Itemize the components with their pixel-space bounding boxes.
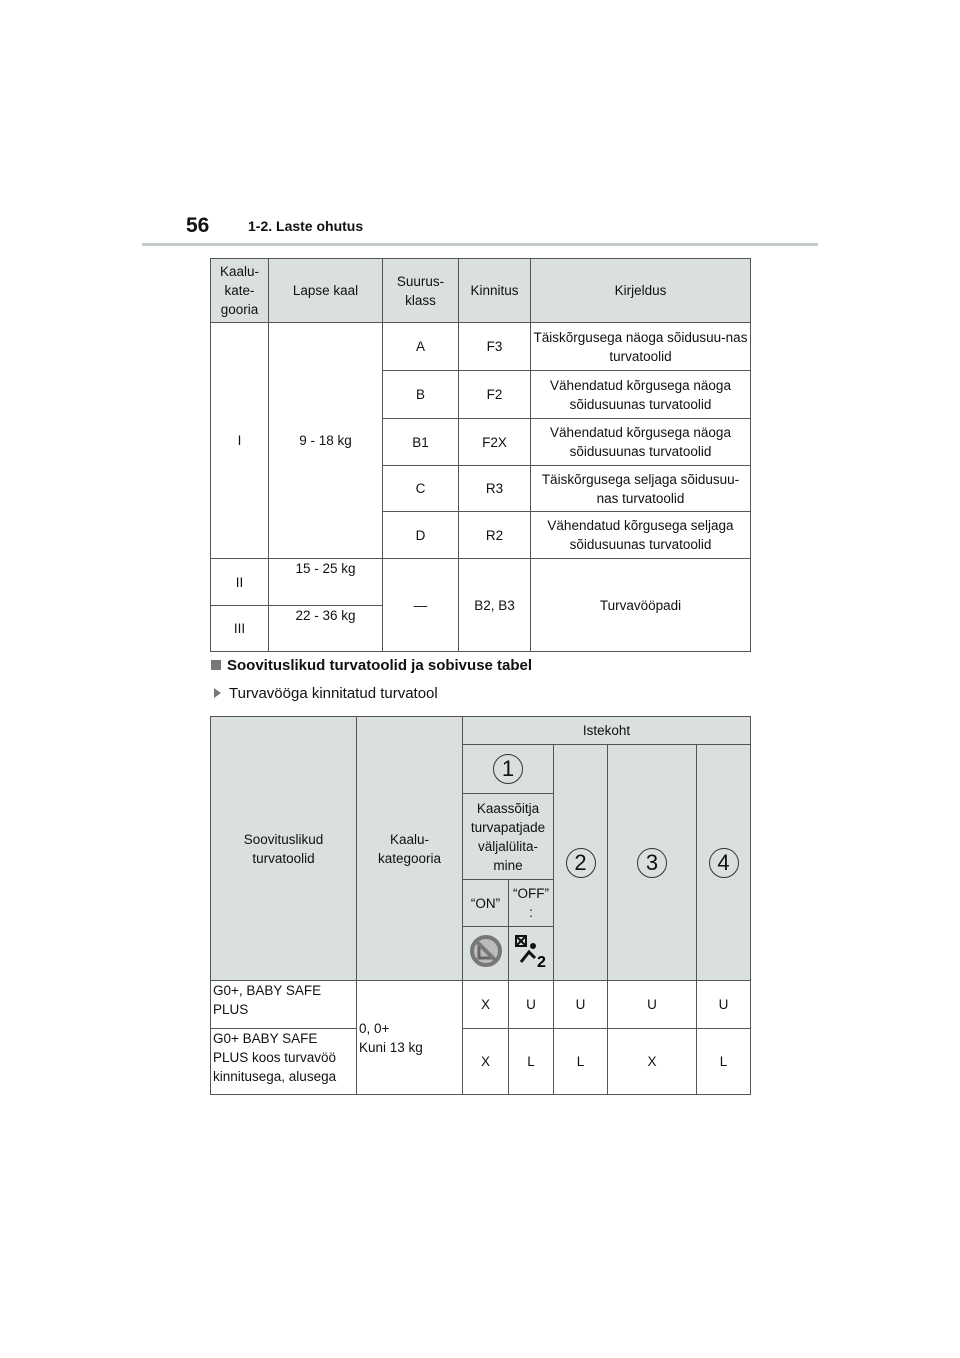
no-rear-facing-seat-icon xyxy=(463,927,509,981)
header-description: Kirjeldus xyxy=(531,259,751,323)
on-label: “ON” xyxy=(463,880,509,927)
fixture-cell: F2X xyxy=(459,419,531,466)
seat-name-cell: G0+ BABY SAFE PLUS koos turvavöö kinnitusega, alusega xyxy=(211,1029,357,1095)
page-number: 56 xyxy=(186,214,210,237)
weight-cell: 9 - 18 kg xyxy=(269,323,383,559)
position-3-icon: 3 xyxy=(637,848,667,878)
value-cell: L xyxy=(509,1029,554,1095)
suitability-table xyxy=(210,716,751,1095)
category-cell: II xyxy=(211,559,269,606)
size-cell: B1 xyxy=(383,419,459,466)
description-cell: Täiskõrgusega näoga sõidusuu-nas turvatoolid xyxy=(531,323,751,371)
header-size: Suurus-klass xyxy=(383,259,459,323)
fixture-cell: B2, B3 xyxy=(459,559,531,652)
section-title: 1-2. Laste ohutus xyxy=(248,218,364,234)
value-cell: L xyxy=(554,1029,608,1095)
header-category: Kaalu-kate-gooria xyxy=(211,259,269,323)
seat-name-cell: G0+, BABY SAFE PLUS xyxy=(211,981,357,1029)
size-class-table xyxy=(210,258,751,652)
header-seat: Soovituslikud turvatoolid xyxy=(211,717,357,981)
off-label: “OFF” : xyxy=(509,880,554,927)
weight-cell: 0, 0+ Kuni 13 kg xyxy=(357,981,463,1095)
category-cell: I xyxy=(211,323,269,559)
fixture-cell: R2 xyxy=(459,512,531,559)
fixture-cell: F2 xyxy=(459,371,531,419)
description-cell: Vähendatud kõrgusega näoga sõidusuunas turvatoolid xyxy=(531,419,751,466)
header-divider xyxy=(142,243,818,246)
value-cell: X xyxy=(463,1029,509,1095)
svg-text:2: 2 xyxy=(537,954,546,968)
header-weight: Lapse kaal xyxy=(269,259,383,323)
value-cell: X xyxy=(463,981,509,1029)
position-1-icon: 1 xyxy=(493,754,523,784)
weight-cell: 15 - 25 kg xyxy=(269,559,383,606)
section-heading xyxy=(211,657,532,674)
value-cell: L xyxy=(697,1029,751,1095)
description-cell: Turvavööpadi xyxy=(531,559,751,652)
description-cell: Vähendatud kõrgusega näoga sõidusuunas turvatoolid xyxy=(531,371,751,419)
size-cell: A xyxy=(383,323,459,371)
airbag-off-icon xyxy=(509,927,554,981)
section-heading-text: Soovituslikud turvatoolid ja sobivuse tabel xyxy=(227,657,533,674)
description-cell: Vähendatud kõrgusega seljaga sõidusuunas turvatoolid xyxy=(531,512,751,559)
size-cell: — xyxy=(383,559,459,652)
description-cell: Täiskõrgusega seljaga sõidusuu-nas turvatoolid xyxy=(531,466,751,512)
airbag-deactivation-label: Kaassõitja turvapatjade väljalülita-mine xyxy=(463,794,554,880)
value-cell: U xyxy=(608,981,697,1029)
value-cell: U xyxy=(697,981,751,1029)
header-weight: Kaalu-kategooria xyxy=(357,717,463,981)
subheading xyxy=(214,685,438,702)
size-cell: B xyxy=(383,371,459,419)
value-cell: U xyxy=(509,981,554,1029)
header-position: Istekoht xyxy=(463,717,751,745)
triangle-bullet-icon xyxy=(214,688,221,698)
position-2-icon: 2 xyxy=(566,848,596,878)
category-cell: III xyxy=(211,606,269,652)
size-cell: C xyxy=(383,466,459,512)
square-bullet-icon xyxy=(211,660,221,670)
fixture-cell: F3 xyxy=(459,323,531,371)
value-cell: U xyxy=(554,981,608,1029)
subheading-text: Turvavööga kinnitatud turvatool xyxy=(229,685,438,702)
fixture-cell: R3 xyxy=(459,466,531,512)
header-fixture: Kinnitus xyxy=(459,259,531,323)
weight-cell: 22 - 36 kg xyxy=(269,606,383,652)
value-cell: X xyxy=(608,1029,697,1095)
size-cell: D xyxy=(383,512,459,559)
position-4-icon: 4 xyxy=(709,848,739,878)
